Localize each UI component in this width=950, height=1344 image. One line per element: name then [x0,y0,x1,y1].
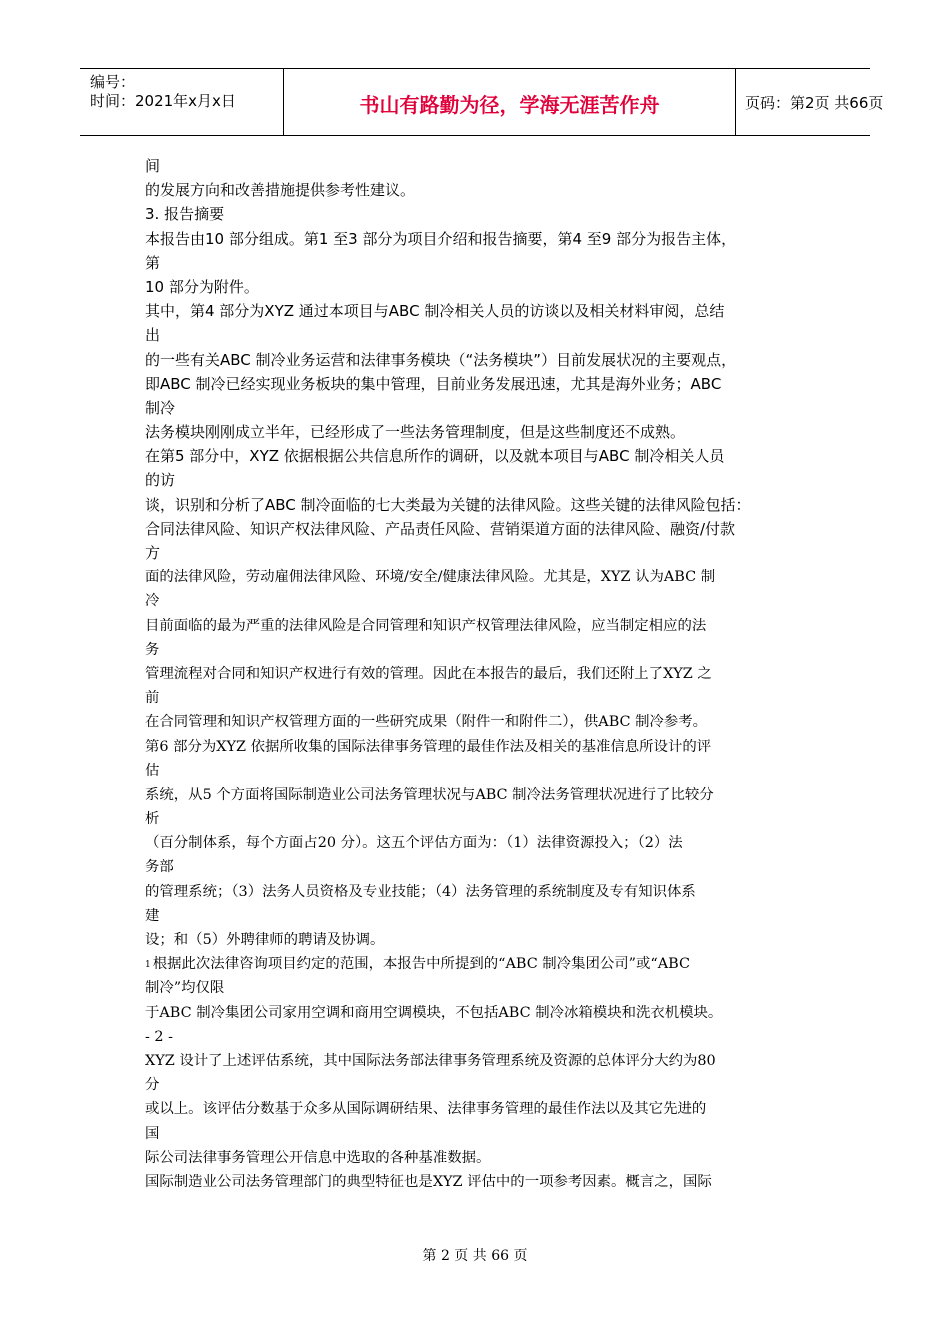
text-line-content: 际公司法律事务管理公开信息中选取的各种基准数据。 [145,1149,491,1166]
text-line-content: 于ABC 制冷集团公司家用空调和商用空调模块，不包括ABC 制冷冰箱模块和洗衣机模块。 [145,1004,723,1021]
text-line [145,807,825,831]
text-line [145,710,825,734]
text-line [145,1073,825,1097]
text-line-content: 谈，识别和分析了ABC 制冷面临的七大类最为关键的法律风险。这些关键的法律风险包括： [145,495,751,514]
text-line [145,348,825,372]
text-line-content: 的管理系统；（3）法务人员资格及专业技能；（4）法务管理的系统制度及专有知识体系 [145,883,696,900]
text-line-content: 在第5 部分中，XYZ 依据根据公共信息所作的调研，以及就本项目与ABC 制冷相关人员 [145,447,725,466]
text-line [145,952,825,976]
text-line [145,831,825,855]
text-line [145,1097,825,1121]
footnote-marker: 1 [145,960,151,971]
text-line [145,686,825,710]
text-line [145,1170,825,1194]
text-line [145,468,825,492]
text-line-content: 根据此次法律咨询项目约定的范围，本报告中所提到的“ABC 制冷集团公司”或“ABC [152,956,690,973]
text-line [145,1146,825,1170]
text-line [145,275,825,299]
text-line [145,251,825,275]
text-line [145,372,825,396]
text-line-content: 10 部分为附件。 [145,277,259,296]
text-line-content: 目前面临的最为严重的法律风险是合同管理和知识产权管理法律风险，应当制定相应的法 [145,617,707,634]
text-line-content: 设；和（5）外聘律师的聘请及协调。 [145,932,385,948]
text-line-content: 第6 部分为XYZ 依据所收集的国际法律事务管理的最佳作法及相关的基准信息所设计的评 [145,738,712,755]
text-line-content: （百分制体系，每个方面占20 分）。这五个评估方面为：（1）法律资源投入；（2）法 [145,835,683,852]
text-line-content: 方 [145,544,161,562]
header-motto-cell [283,69,736,135]
text-line-content: 冷 [145,593,160,610]
text-line-content: 建 [145,907,160,924]
text-line-content: 的访 [145,471,176,490]
date-label: 时间：2021年x月x日 [90,92,236,110]
text-line [145,976,825,1000]
text-line-content: 制冷 [145,398,176,417]
text-line [145,444,825,468]
text-line-content: 务部 [145,859,174,876]
text-line-content: XYZ 设计了上述评估系统，其中国际法务部法律事务管理系统及资源的总体评分大约为80 [145,1052,716,1069]
text-line [145,493,825,517]
text-line [145,735,825,759]
text-line-content: 的发展方向和改善措施提供参考性建议。 [145,181,416,200]
header-page-cell [735,69,884,135]
text-line-content: 面的法律风险，劳动雇佣法律风险、环境/安全/健康法律风险。尤其是，XYZ 认为ABC 制 [145,569,716,586]
text-line [145,1049,825,1073]
text-line [145,783,825,807]
text-line [145,227,825,251]
page-header [80,68,884,136]
document-body [145,154,825,1194]
text-line-content: 制冷”均仅限 [145,980,225,997]
text-line-content: 析 [145,811,160,828]
text-line [145,928,825,952]
page-footer: 第 2 页 共 66 页 [422,1248,528,1264]
text-line-content: 合同法律风险、知识产权法律风险、产品责任风险、营销渠道方面的法律风险、融资/付款 [145,519,736,538]
header-page-info: 页码：第2页 共66页 [745,94,884,112]
text-line-content: 第 [145,253,161,272]
text-line-content: 管理流程对合同和知识产权进行有效的管理。因此在本报告的最后，我们还附上了XYZ 之 [145,665,712,682]
text-line [145,420,825,444]
text-line-content: 国际制造业公司法务管理部门的典型特征也是XYZ 评估中的一项参考因素。概言之，国际 [145,1173,712,1190]
text-line [145,396,825,420]
text-line [145,614,825,638]
text-line [145,202,825,226]
text-line [145,299,825,323]
text-line-content: 国 [145,1125,160,1142]
text-line-content: 其中，第4 部分为XYZ 通过本项目与ABC 制冷相关人员的访谈以及相关材料审阅，总结 [145,302,725,321]
text-line-content: 即ABC 制冷已经实现业务板块的集中管理，目前业务发展迅速，尤其是海外业务；ABC [145,374,722,393]
text-line [145,855,825,879]
text-line-content: 出 [145,326,161,345]
text-line [145,541,825,565]
text-line-content: 系统，从5 个方面将国际制造业公司法务管理状况与ABC 制冷法务管理状况进行了比较分 [145,786,714,803]
text-line [145,565,825,589]
text-line [145,759,825,783]
text-line [145,1001,825,1025]
text-line [145,517,825,541]
text-line-content: 分 [145,1077,160,1094]
text-line [145,904,825,928]
text-line [145,154,825,178]
text-line [145,178,825,202]
text-line-content: - 2 - [145,1028,174,1045]
text-line [145,638,825,662]
text-line [145,1025,825,1049]
text-line [145,880,825,904]
text-line-content: 估 [145,762,160,779]
text-line [145,662,825,686]
text-line-content: 3. 报告摘要 [145,205,225,224]
header-left-cell [80,69,283,135]
text-line-content: 法务模块刚刚成立半年，已经形成了一些法务管理制度，但是这些制度还不成熟。 [145,423,686,442]
text-line-content: 本报告由10 部分组成。第1 至3 部分为项目介绍和报告摘要，第4 至9 部分为报告主体， [145,229,737,248]
doc-number-label: 编号： [90,73,136,91]
text-line-content: 或以上。该评估分数基于众多从国际调研结果、法律事务管理的最佳作法以及其它先进的 [145,1101,707,1118]
text-line-content: 务 [145,641,160,658]
text-line [145,1122,825,1146]
text-line [145,323,825,347]
text-line-content: 前 [145,690,160,707]
text-line-content: 在合同管理和知识产权管理方面的一些研究成果（附件一和附件二），供ABC 制冷参考。 [145,714,708,731]
header-motto: 书山有路勤为径，学海无涯苦作舟 [359,93,660,117]
text-line [145,589,825,613]
text-line-content: 间 [145,157,161,175]
text-line-content: 的一些有关ABC 制冷业务运营和法律事务模块（“法务模块”）目前发展状况的主要观点， [145,350,737,369]
